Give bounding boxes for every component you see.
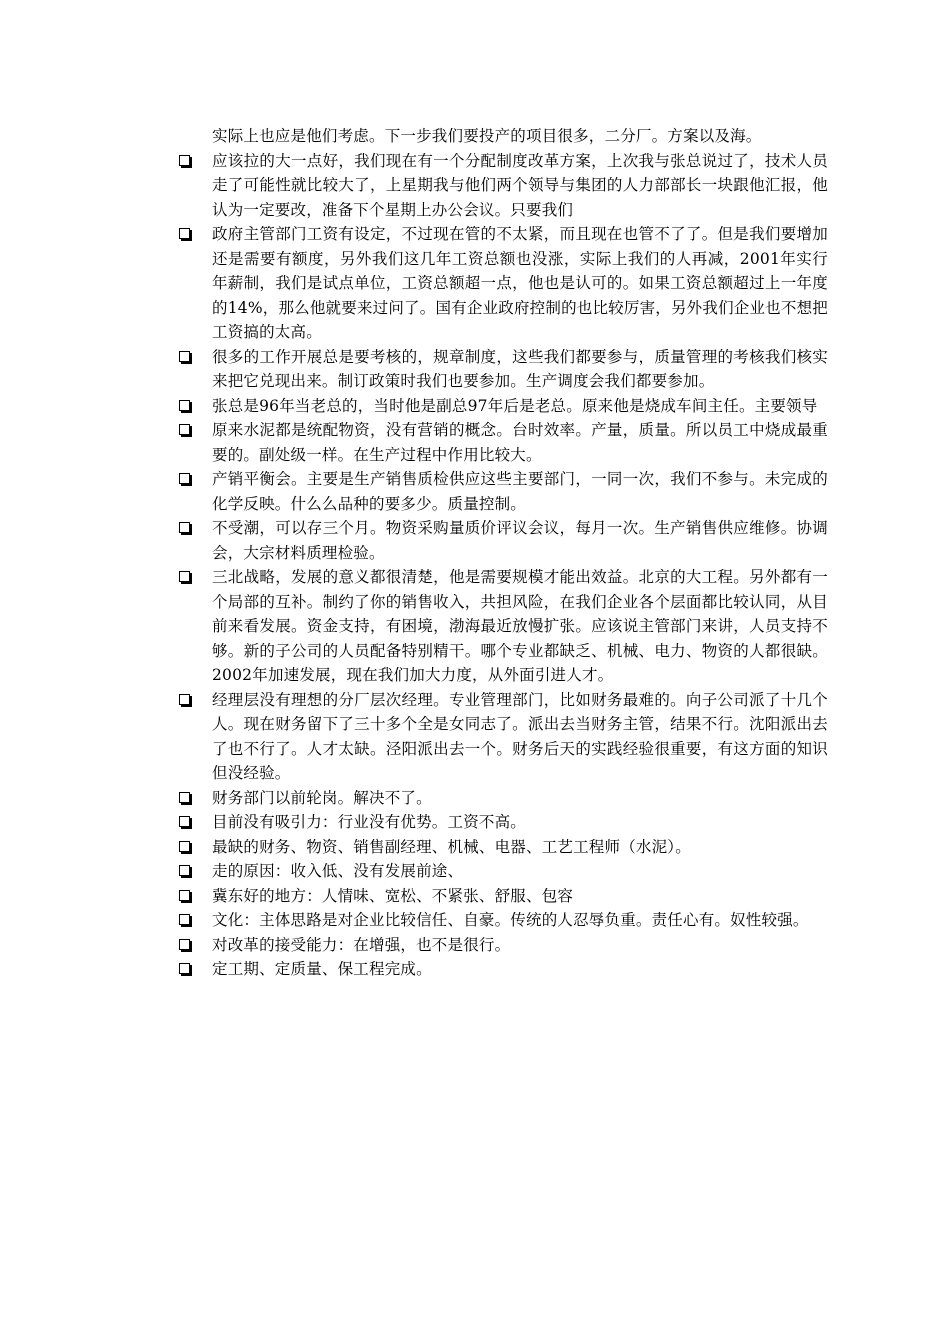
list-item bbox=[178, 884, 828, 909]
list-item bbox=[178, 908, 828, 933]
checkbox-bullet-icon bbox=[179, 400, 190, 411]
list-item bbox=[178, 859, 828, 884]
checkbox-bullet-icon bbox=[179, 571, 190, 582]
list-item bbox=[178, 933, 828, 958]
checkbox-bullet-icon bbox=[179, 890, 190, 901]
list-item-text: 文化：主体思路是对企业比较信任、自豪。传统的人忍辱负重。责任心有。奴性较强。 bbox=[212, 911, 809, 929]
list-item bbox=[178, 394, 828, 419]
list-item-text: 财务部门以前轮岗。解决不了。 bbox=[212, 788, 432, 807]
list-item-text: 张总是96年当老总的，当时他是副总97年后是老总。原来他是烧成车间主任。主要领导 bbox=[212, 396, 818, 415]
checkbox-bullet-icon bbox=[179, 155, 190, 166]
continuation-paragraph: 实际上也应是他们考虑。下一步我们要投产的项目很多，二分厂。方案以及海。 bbox=[212, 127, 762, 145]
list-item bbox=[178, 149, 828, 223]
list-item-text: 不受潮，可以存三个月。物资采购量质价评议会议，每月一次。生产销售供应维修。协调会，大宗材料质理检验。 bbox=[212, 519, 828, 562]
checkbox-bullet-icon bbox=[179, 865, 190, 876]
list-item bbox=[178, 957, 828, 982]
checkbox-bullet-icon bbox=[179, 963, 190, 974]
list-item bbox=[178, 467, 828, 516]
checkbox-bullet-icon bbox=[179, 473, 190, 484]
checkbox-bullet-icon bbox=[179, 816, 190, 827]
checkbox-bullet-icon bbox=[179, 228, 190, 239]
list-item-text: 应该拉的大一点好，我们现在有一个分配制度改革方案，上次我与张总说过了，技术人员走了可能性就比较大了，上星期我与他们两个领导与集团的人力部部长一块跟他汇报，他认为一定要改，准备下个星期上办公会议。只要我们 bbox=[212, 151, 828, 219]
list-item bbox=[178, 688, 828, 786]
list-item-text: 政府主管部门工资有设定，不过现在管的不太紧，而且现在也管不了了。但是我们要增加还是需要有额度，另外我们这几年工资总额也没涨，实际上我们的人再减，2001年实行年薪制，我们是试点单位，工资总额超一点，他也是认可的。如果工资总额超过上一年度的14%，那么他就要来过问了。国有企业政府控制的也比较厉害，另外我们企业也不想把工资搞的太高。 bbox=[212, 225, 828, 341]
list-item-text: 对改革的接受能力：在增强，也不是很行。 bbox=[212, 935, 511, 954]
list-item-text: 产销平衡会。主要是生产销售质检供应这些主要部门，一同一次，我们不参与。未完成的化学反映。什么么品种的要多少。质量控制。 bbox=[212, 470, 828, 513]
list-item-text: 走的原因：收入低、没有发展前途、 bbox=[212, 862, 464, 880]
checkbox-bullet-icon bbox=[179, 914, 190, 925]
list-item bbox=[178, 810, 828, 835]
list-item bbox=[178, 835, 828, 860]
checkbox-bullet-icon bbox=[179, 424, 190, 435]
list-item-text: 目前没有吸引力：行业没有优势。工资不高。 bbox=[212, 813, 527, 831]
checkbox-bullet-icon bbox=[179, 792, 190, 803]
list-item bbox=[178, 565, 828, 688]
list-item-text: 很多的工作开展总是要考核的，规章制度，这些我们都要参与，质量管理的考核我们核实来把它兑现出来。制订政策时我们也要参加。生产调度会我们都要参加。 bbox=[212, 347, 828, 390]
list-item-text: 定工期、定质量、保工程完成。 bbox=[212, 960, 432, 978]
list-item-text: 原来水泥都是统配物资，没有营销的概念。台时效率。产量，质量。所以员工中烧成最重要的。副处级一样。在生产过程中作用比较大。 bbox=[212, 421, 828, 464]
checkbox-bullet-icon bbox=[179, 351, 190, 362]
list-item-text: 冀东好的地方：人情味、宽松、不紧张、舒服、包容 bbox=[212, 886, 574, 905]
list-item bbox=[178, 418, 828, 467]
list-item bbox=[178, 786, 828, 811]
checkbox-bullet-icon bbox=[179, 522, 190, 533]
list-item bbox=[178, 516, 828, 565]
list-item bbox=[178, 345, 828, 394]
list-item-text: 三北战略，发展的意义都很清楚，他是需要规模才能出效益。北京的大工程。另外都有一个局部的互补。制约了你的销售收入，共担风险，在我们企业各个层面都比较认同，从目前来看发展。资金支持，有困境，渤海最近放慢扩张。应该说主管部门来讲，人员支持不够。新的子公司的人员配备特别精干。哪个专业都缺乏、机械、电力、物资的人都很缺。2002年加速发展，现在我们加大力度，从外面引进人才。 bbox=[212, 568, 828, 684]
document-body bbox=[178, 124, 828, 982]
list-item-text: 经理层没有理想的分厂层次经理。专业管理部门，比如财务最难的。向子公司派了十几个人。现在财务留下了三十多个全是女同志了。派出去当财务主管，结果不行。沈阳派出去了也不行了。人才太缺。泾阳派出去一个。财务后天的实践经验很重要，有这方面的知识但没经验。 bbox=[212, 690, 828, 782]
checkbox-bullet-icon bbox=[179, 841, 190, 852]
list-item-text: 最缺的财务、物资、销售副经理、机械、电器、工艺工程师（水泥）。 bbox=[212, 837, 691, 856]
list-item bbox=[178, 222, 828, 345]
checkbox-bullet-icon bbox=[179, 694, 190, 705]
checkbox-bullet-icon bbox=[179, 939, 190, 950]
